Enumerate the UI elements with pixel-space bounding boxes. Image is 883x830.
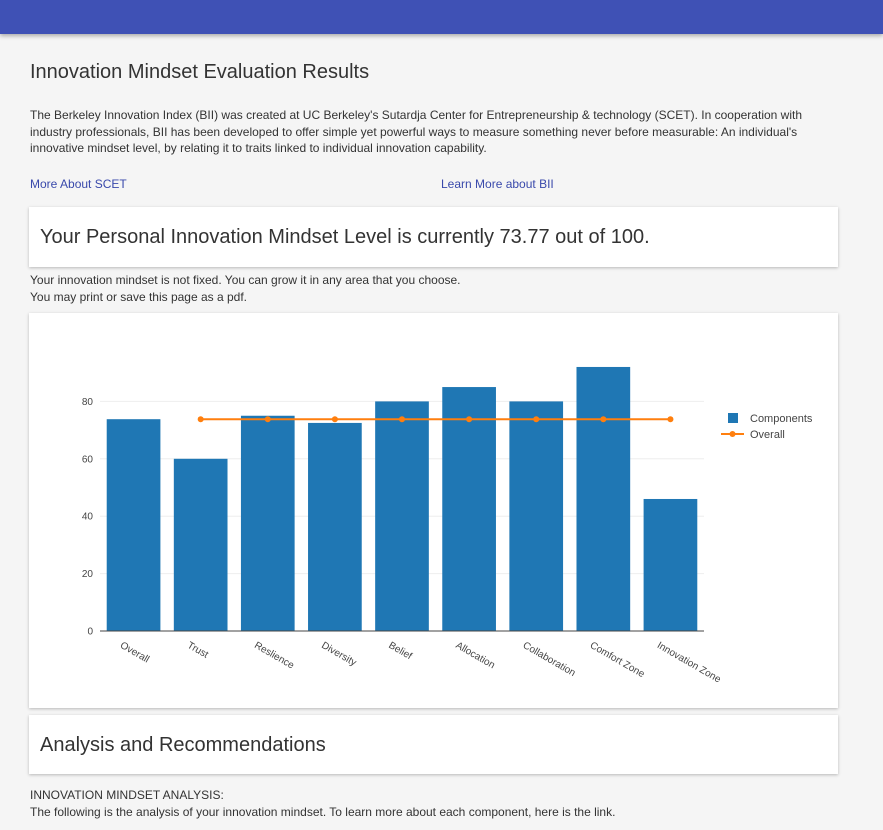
page-title: Innovation Mindset Evaluation Results xyxy=(30,61,370,83)
overall-point xyxy=(265,416,271,422)
bar xyxy=(576,367,630,631)
x-tick-label: Collaboration xyxy=(520,640,578,680)
bar xyxy=(375,401,429,631)
analysis-card xyxy=(29,715,838,774)
bar xyxy=(241,416,295,631)
x-tick-label: Innovation Zone xyxy=(654,640,723,686)
bar xyxy=(308,423,362,631)
y-tick-label: 0 xyxy=(87,626,93,638)
x-tick-label: Overall xyxy=(118,640,151,666)
x-tick-label: Diversity xyxy=(319,640,359,669)
growth-note: Your innovation mindset is not fixed. You can grow it in any area that you choose. xyxy=(30,273,461,287)
score-heading: Your Personal Innovation Mindset Level is currently 73.77 out of 100. xyxy=(40,226,650,248)
x-tick-label: Trust xyxy=(185,640,211,661)
overall-point xyxy=(198,416,204,422)
score-card xyxy=(29,207,838,267)
overall-point xyxy=(466,416,472,422)
legend-swatch-components xyxy=(728,413,738,423)
overall-point xyxy=(332,416,338,422)
bar xyxy=(174,459,228,631)
bar xyxy=(644,499,698,631)
print-note: You may print or save this page as a pdf. xyxy=(30,290,248,304)
overall-point xyxy=(667,416,673,422)
y-tick-label: 20 xyxy=(81,569,93,581)
x-tick-label: Reslience xyxy=(252,640,296,672)
overall-point xyxy=(399,416,405,422)
x-tick-label: Belief xyxy=(386,640,414,663)
legend-label-overall: Overall xyxy=(750,429,785,441)
intro-paragraph: The Berkeley Innovation Index (BII) was created at UC Berkeley's Sutardja Center for Entrepreneurship & technology (SCET). In cooperation with industry professionals, BII has been developed to offer simple yet powerful ways to measure something never before measurable: An individual's innovative mindset level, by relating it to traits linked to individual innovation capability. xyxy=(30,108,803,155)
x-tick-label: Allocation xyxy=(453,640,497,672)
bar xyxy=(509,401,563,631)
bar xyxy=(107,419,161,631)
legend-marker-overall xyxy=(730,431,736,437)
analysis-heading: Analysis and Recommendations xyxy=(40,734,326,756)
innovation-bar-chart xyxy=(29,313,838,708)
legend-label-components: Components xyxy=(750,413,813,425)
overall-point xyxy=(533,416,539,422)
x-tick-label: Comfort Zone xyxy=(587,640,647,681)
analysis-label: INNOVATION MINDSET ANALYSIS: xyxy=(30,788,224,802)
more-about-scet-link[interactable]: More About SCET xyxy=(30,177,127,191)
y-tick-label: 60 xyxy=(81,454,93,466)
analysis-text: The following is the analysis of your innovation mindset. To learn more about each component, here is the link. xyxy=(30,805,616,819)
top-app-bar xyxy=(0,0,883,34)
learn-more-bii-link[interactable]: Learn More about BII xyxy=(441,177,554,191)
overall-point xyxy=(600,416,606,422)
y-tick-label: 40 xyxy=(81,511,93,523)
chart-card xyxy=(29,313,838,708)
y-tick-label: 80 xyxy=(81,396,93,408)
bar xyxy=(442,387,496,631)
